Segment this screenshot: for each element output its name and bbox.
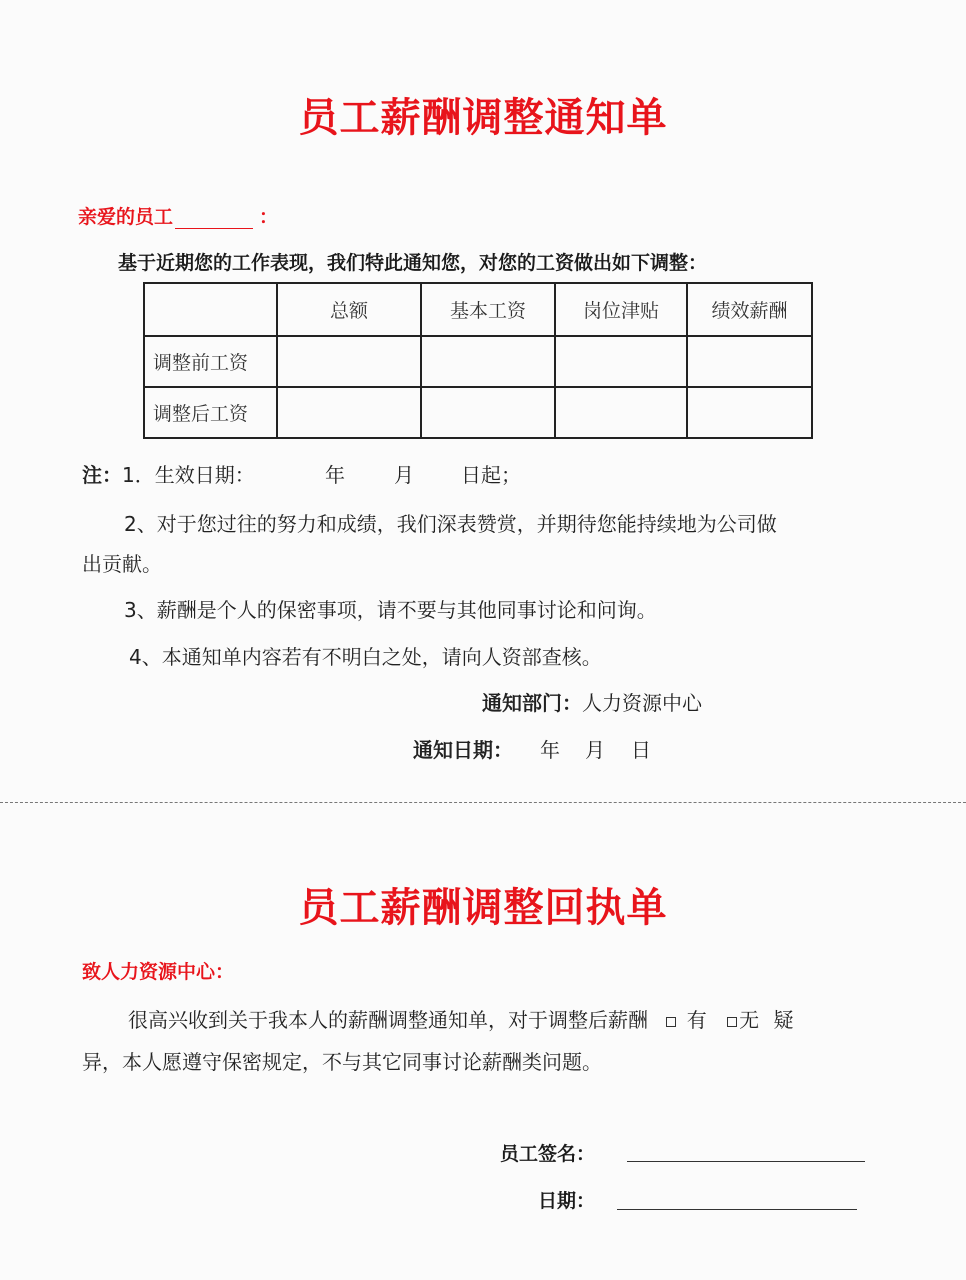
table-cell [277,336,421,387]
row-label-after: 调整后工资 [144,387,277,438]
table-cell [555,387,687,438]
note-2-line2: 出贡献。 [82,552,162,576]
notice-date-month: 月 [585,738,605,762]
dept-line [482,687,702,716]
table-cell [555,336,687,387]
table-row [144,387,812,438]
notice-date-year: 年 [540,738,560,762]
note-label: 注： [82,463,122,487]
option-no-label: 无 [739,1008,760,1032]
table-cell [277,387,421,438]
row-label-before: 调整前工资 [144,336,277,387]
table-cell [421,336,555,387]
table-header-empty [144,283,277,336]
table-cell [687,387,812,438]
dept-value: 人力资源中心 [582,691,702,715]
option-yes-label: 有 [686,1008,707,1032]
checkbox-yes[interactable] [666,1017,676,1027]
cut-line-divider [0,802,966,803]
receipt-body-line2: 异，本人愿遵守保密规定，不与其它同事讨论薪酬类问题。 [82,1050,602,1074]
intro-text: 基于近期您的工作表现，我们特此通知您，对您的工资做出如下调整： [118,252,708,274]
note-1-year: 年 [325,463,345,487]
table-row [144,336,812,387]
receipt-date-label: 日期： [538,1190,596,1212]
note-1-text: 1．生效日期： [122,463,255,487]
receipt-body-text: 很高兴收到关于我本人的薪酬调整通知单，对于调整后薪酬 [128,1008,648,1032]
notice-date-label: 通知日期： [413,738,513,762]
greeting-text: 亲爱的员工 [78,206,174,228]
note-3: 3、薪酬是个人的保密事项，请不要与其他同事讨论和问询。 [124,598,657,622]
note-1-day: 日起； [461,463,521,487]
salary-table [143,282,813,439]
receipt-addressee: 致人力资源中心： [82,961,235,983]
table-header-base-salary: 基本工资 [421,283,555,336]
table-header-performance-pay: 绩效薪酬 [687,283,812,336]
receipt-title: 员工薪酬调整回执单 [298,885,668,931]
dept-label: 通知部门： [482,691,582,715]
signature-line[interactable] [627,1161,865,1162]
notice-date-day: 日 [631,738,651,762]
note-1 [82,459,255,488]
greeting-line [78,202,278,229]
signature-label: 员工签名： [500,1143,596,1165]
checkbox-no[interactable] [727,1017,737,1027]
receipt-date-line[interactable] [617,1209,857,1210]
table-header-total: 总额 [277,283,421,336]
receipt-body-text-end: 疑 [773,1008,794,1032]
receipt-body-line1 [128,1004,793,1033]
table-cell [687,336,812,387]
note-4: 4、本通知单内容若有不明白之处，请向人资部查核。 [129,645,602,669]
table-header-post-allowance: 岗位津贴 [555,283,687,336]
note-1-month: 月 [394,463,414,487]
table-cell [421,387,555,438]
greeting-colon: ： [259,206,279,228]
notice-title: 员工薪酬调整通知单 [298,95,668,141]
employee-name-blank [175,210,253,229]
note-2-line1: 2、对于您过往的努力和成绩，我们深表赞赏，并期待您能持续地为公司做 [124,512,777,536]
table-header-row [144,283,812,336]
